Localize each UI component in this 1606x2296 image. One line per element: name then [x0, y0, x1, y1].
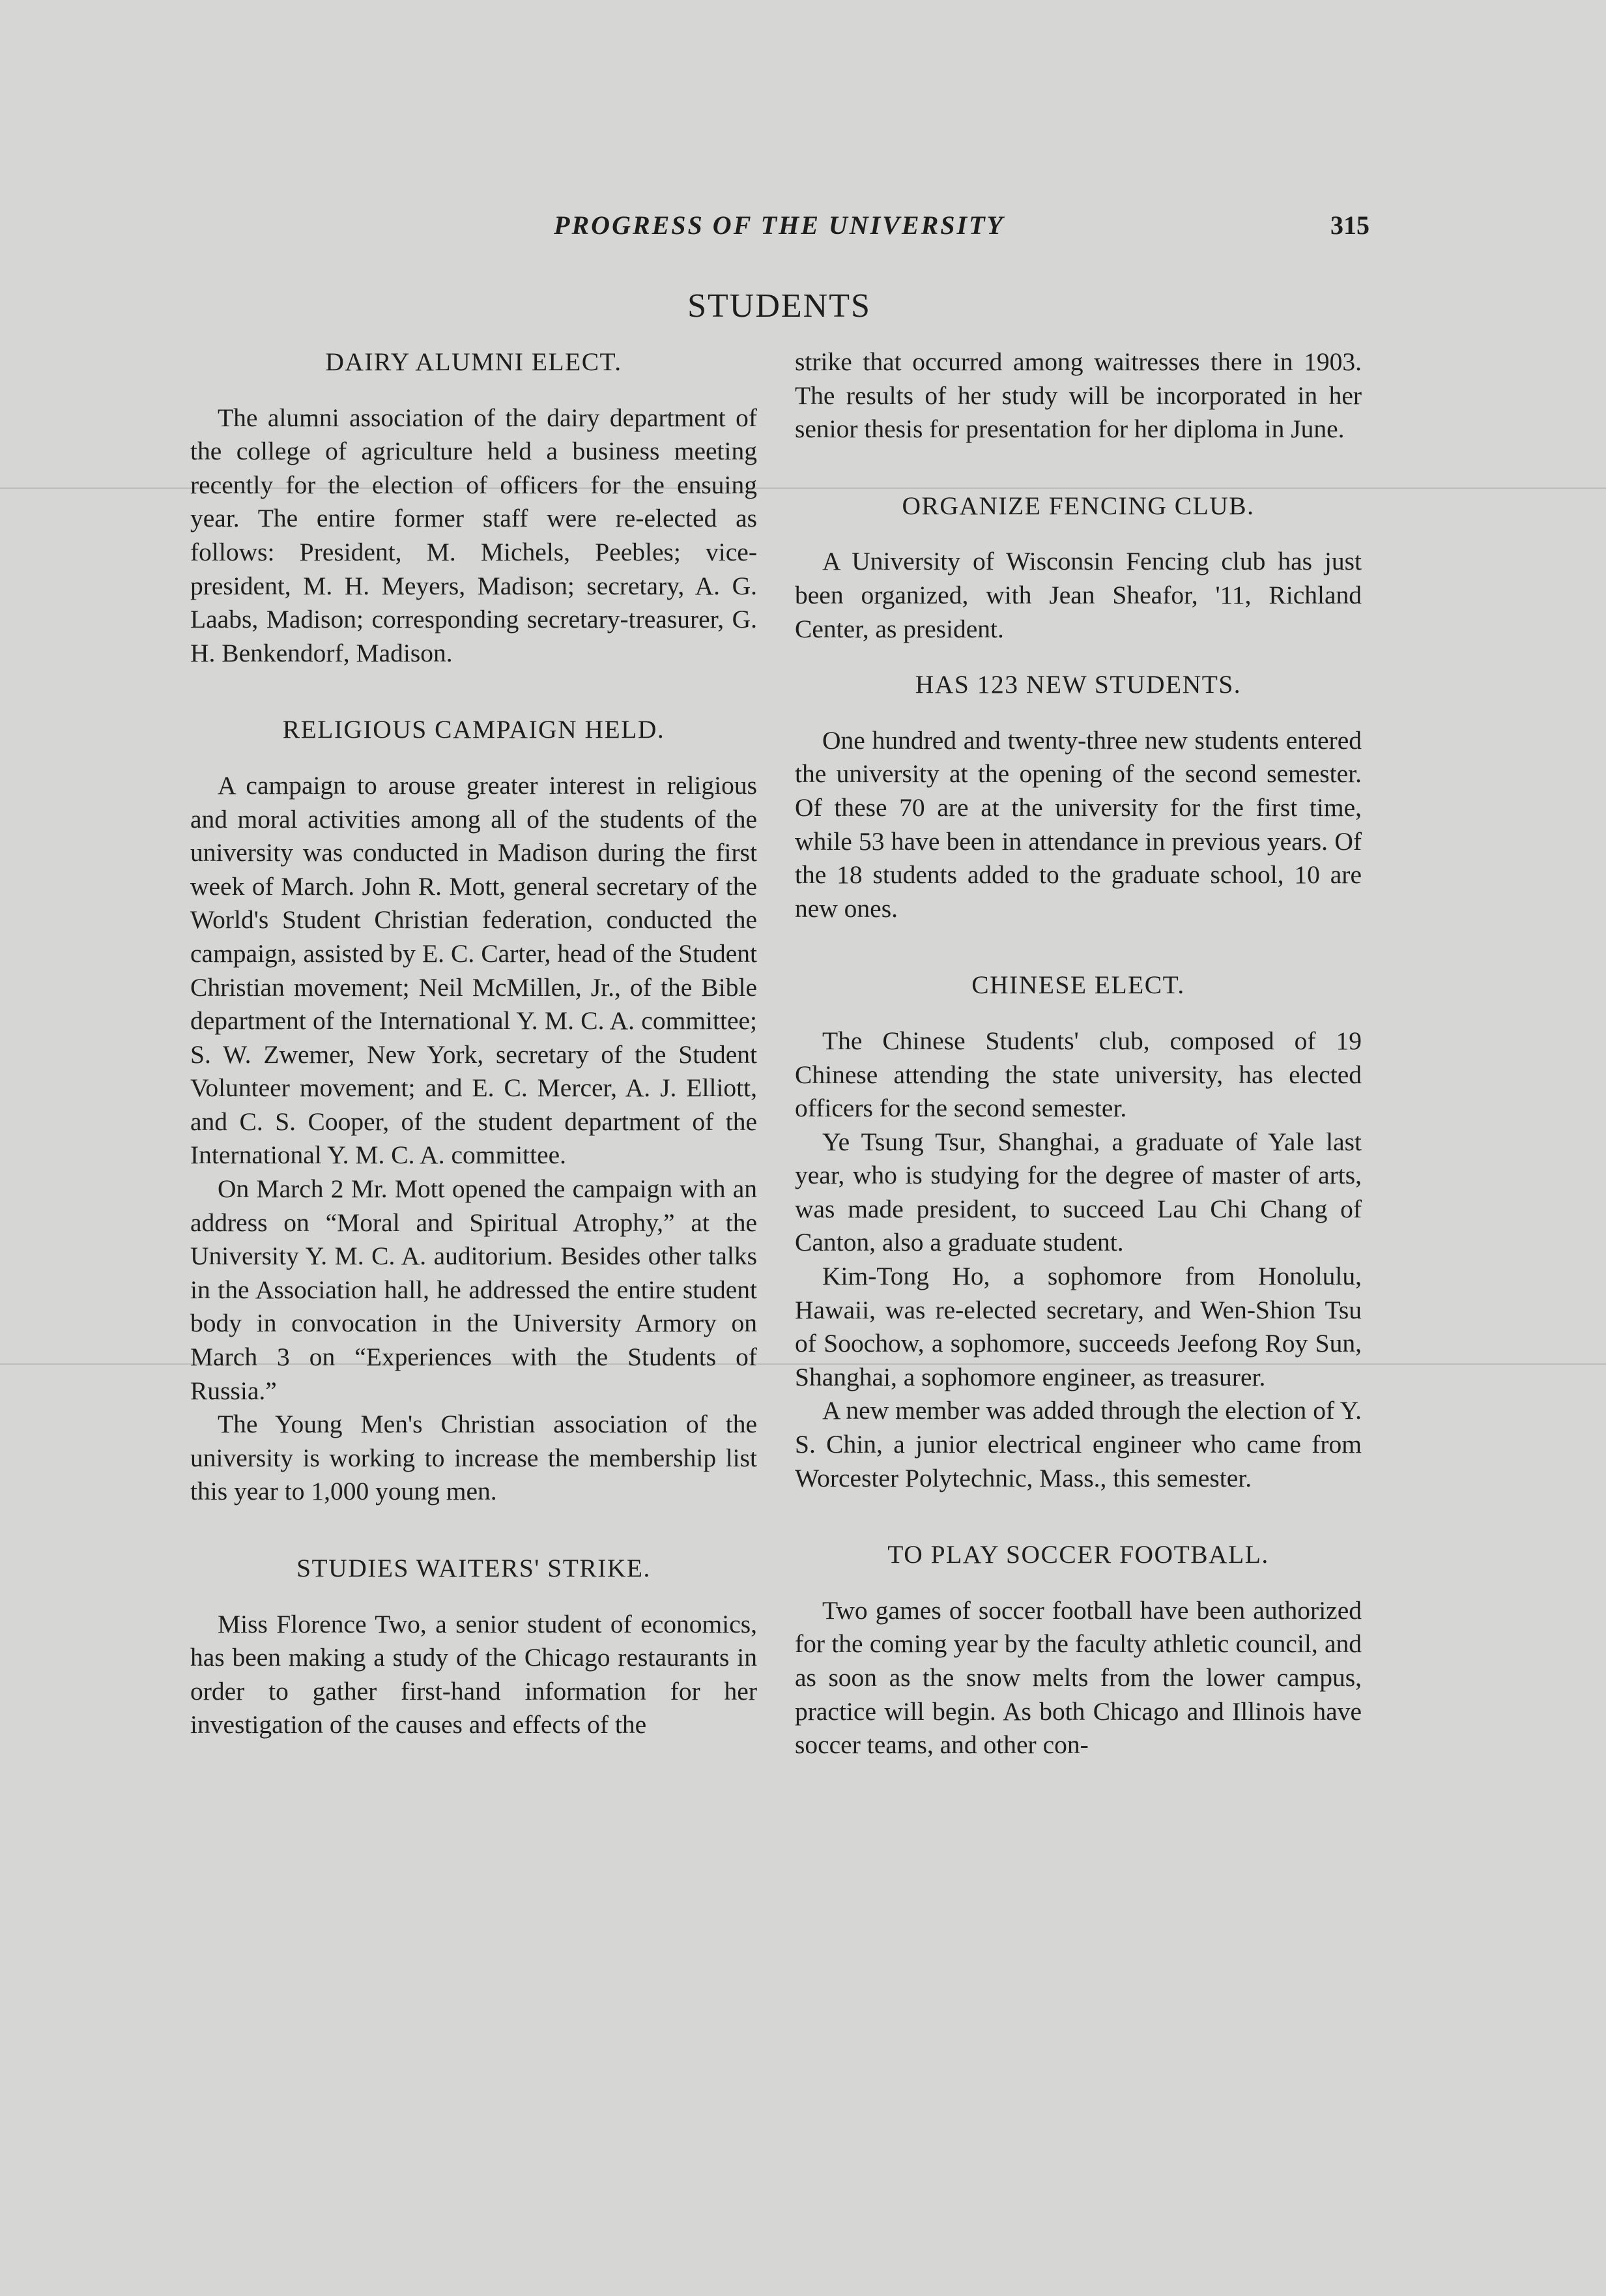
article-headline: RELIGIOUS CAMPAIGN HELD. [282, 715, 665, 744]
article-paragraph: The Chinese Students' club, composed of 19 Chinese attending the state university, has elected officers for the second semester. [795, 1026, 1362, 1123]
right-column [795, 345, 1362, 1762]
article-paragraph: The Young Men's Christian association of the university is working to increase the membership list this year to 1,000 young men. [190, 1410, 757, 1506]
article-soccer-football [795, 1538, 1362, 1762]
article-waiters-strike [190, 1552, 757, 1742]
article-paragraph: A University of Wisconsin Fencing club has just been organized, with Jean Sheafor, '11, Richland Center, as president. [795, 547, 1362, 643]
article-paragraph: One hundred and twenty-three new students entered the university at the opening of the second semester. Of these 70 are at the university for the first time, while 53 have been in attendance in previous years. Of the 18 students added to the graduate school, 10 are new ones. [795, 725, 1362, 923]
article-headline: DAIRY ALUMNI ELECT. [325, 347, 622, 376]
article-paragraph: A campaign to arouse greater interest in religious and moral activities among all of the students of the university was conducted in Madison during the first week of March. John R. Mott, general secretary of the World's Student Christian federation, conducted the campaign, assisted by E. C. Carter, head of the Student Christian movement; Neil McMillen, Jr., of the Bible department of the International Y. M. C. A. committee; S. W. Zwemer, New York, secretary of the Student Volunteer movement; and E. C. Mercer, A. J. Elliott, and C. S. Cooper, of the student department of the International Y. M. C. A. committee. [190, 770, 757, 1170]
article-religious-campaign [190, 713, 757, 1509]
article-paragraph: Ye Tsung Tsur, Shanghai, a graduate of Yale last year, who is studying for the degree of master of arts, was made president, to succeed Lau Chi Chang of Canton, also a graduate student. [795, 1127, 1362, 1257]
article-paragraph: Kim-Tong Ho, a sophomore from Honolulu, Hawaii, was re-elected secretary, and Wen-Shion Tsu of Soochow, a sophomore, succeeds Jeefong Roy Sun, Shanghai, a sophomore engineer, as treasurer. [795, 1262, 1362, 1391]
article-headline: ORGANIZE FENCING CLUB. [902, 491, 1255, 520]
article-dairy-alumni [190, 345, 757, 670]
article-paragraph: A new member was added through the election of Y. S. Chin, a junior electrical engineer who came from Worcester Polytechnic, Mass., this semester. [795, 1396, 1362, 1492]
article-paragraph: Miss Florence Two, a senior student of economics, has been making a study of the Chicago restaurants in order to gather first-hand information for her investigation of the causes and effects of the [190, 1609, 757, 1739]
article-headline: STUDIES WAITERS' STRIKE. [296, 1554, 651, 1582]
article-headline: TO PLAY SOCCER FOOTBALL. [887, 1540, 1269, 1569]
article-new-students [795, 668, 1362, 925]
article-chinese-elect [795, 968, 1362, 1495]
section-title: STUDENTS [687, 287, 871, 325]
article-headline: CHINESE ELECT. [971, 970, 1185, 1000]
article-paragraph: The alumni association of the dairy department of the college of agriculture held a business meeting recently for the election of officers for the ensuing year. The entire former staff were re-elected as follows: President, M. Michels, Peebles; vice-president, M. H. Meyers, Madison; secretary, A. G. Laabs, Madison; corresponding secretary-treasurer, G. H. Benkendorf, Madison. [190, 403, 757, 667]
article-fencing-club [795, 489, 1362, 646]
article-paragraph: Two games of soccer football have been authorized for the coming year by the faculty athletic council, and as soon as the snow melts from the lower campus, practice will begin. As both Chicago and Illinois have soccer teams, and other con- [795, 1595, 1362, 1760]
article-continuation: strike that occurred among waitresses there in 1903. The results of her study will be incorporated in her senior thesis for presentation for her diploma in June. [795, 347, 1362, 444]
running-header [189, 210, 1369, 249]
page-number: 315 [1330, 211, 1369, 240]
article-paragraph: On March 2 Mr. Mott opened the campaign with an address on “Moral and Spiritual Atrophy,” at the University Y. M. C. A. auditorium. Besides other talks in the Association hall, he addressed the entire student body in convocation in the University Armory on March 3 on “Experiences with the Students of Russia.” [190, 1174, 757, 1405]
article-headline: HAS 123 NEW STUDENTS. [915, 670, 1242, 699]
running-title: PROGRESS OF THE UNIVERSITY [554, 211, 1005, 240]
article-waiters-strike-continued [795, 345, 1362, 446]
left-column [190, 345, 757, 1742]
